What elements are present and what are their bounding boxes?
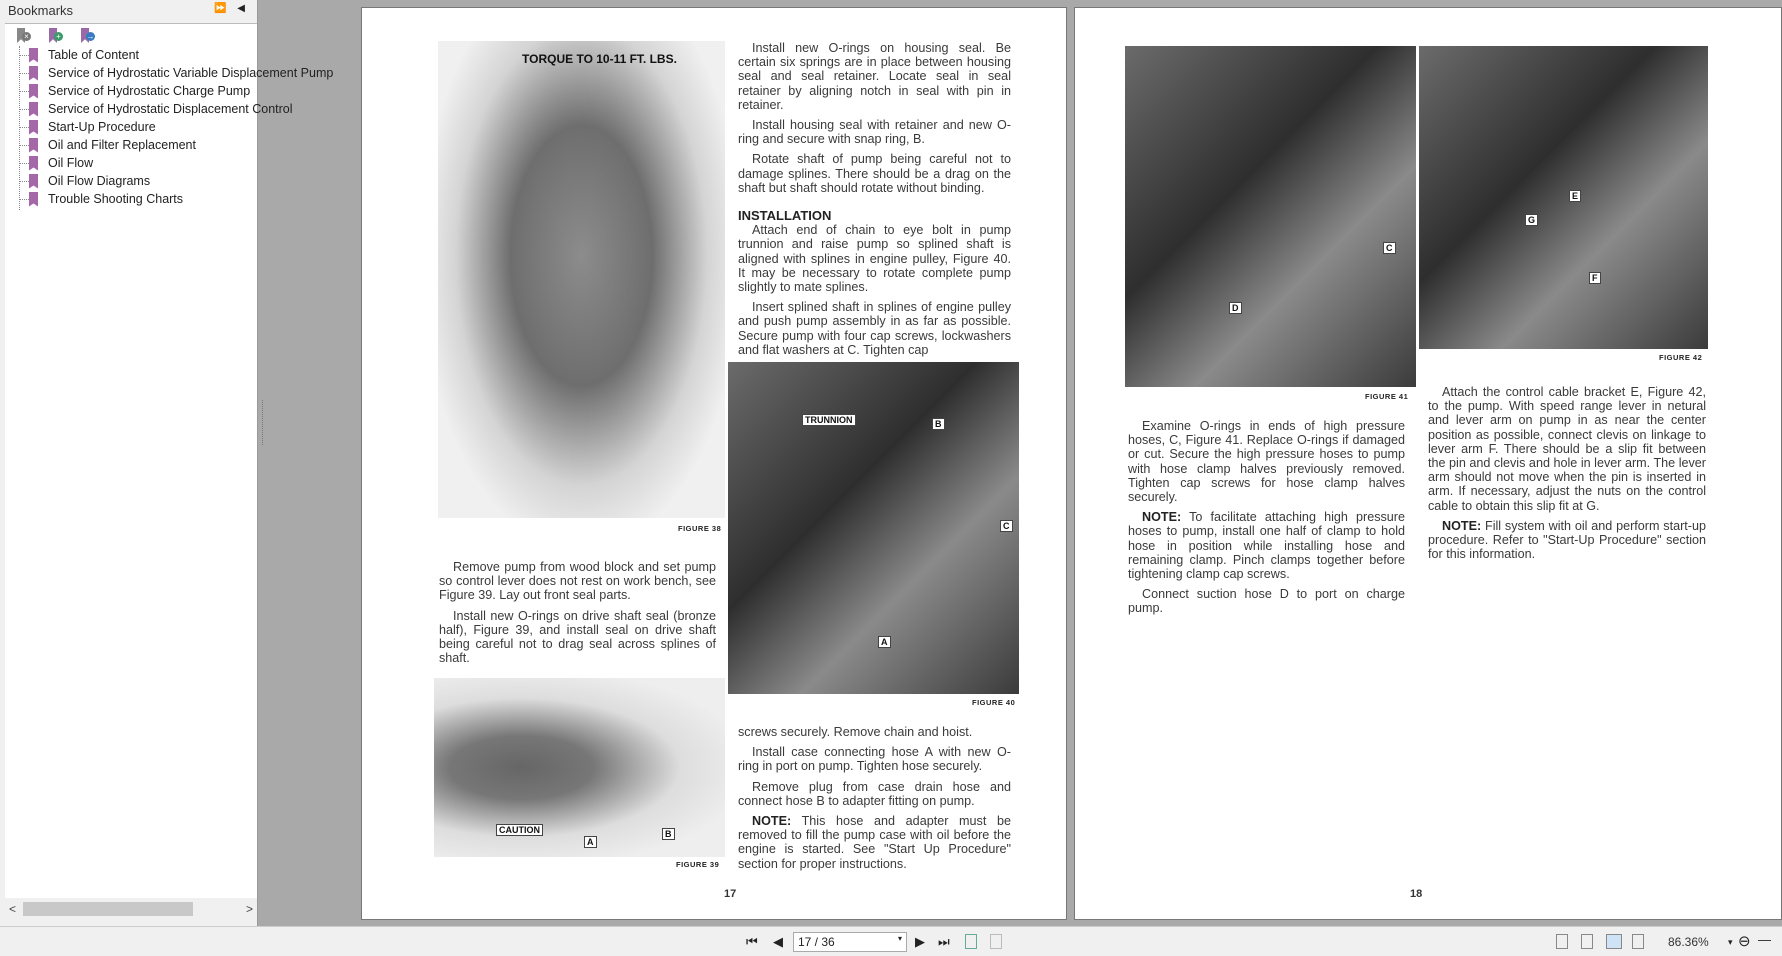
bookmark-label: Service of Hydrostatic Displacement Control <box>48 102 293 116</box>
bookmarks-header <box>0 0 257 22</box>
page-number: 18 <box>1410 888 1423 900</box>
right-text-column <box>1428 385 1706 567</box>
note-text: To facilitate attaching high pressure hoses to pump, install one half of clamp to hold hose in position while installing hose and remaining clamp. Pinch clamps together before tightening clamp cap screws. <box>1128 510 1405 582</box>
page-value: 17 / 36 <box>798 935 835 949</box>
navigation-toolbar <box>0 926 1782 956</box>
bookmark-icon <box>29 102 38 117</box>
caution-label: CAUTION <box>496 824 543 836</box>
label-c: C <box>1000 520 1013 532</box>
scrollbar-thumb[interactable] <box>23 902 193 916</box>
figure-38-image <box>438 41 725 518</box>
installation-heading: INSTALLATION <box>738 208 832 224</box>
torque-label: TORQUE TO 10-11 FT. LBS. <box>522 52 677 66</box>
bookmark-tools <box>5 24 257 46</box>
note-label: NOTE: <box>1442 518 1482 533</box>
delete-bookmark-icon[interactable] <box>17 28 31 44</box>
page-18 <box>1074 7 1782 920</box>
bookmark-item[interactable] <box>5 118 257 136</box>
next-view-icon[interactable] <box>990 934 1002 949</box>
bookmark-item[interactable] <box>5 64 334 82</box>
bookmarks-tree <box>5 23 334 898</box>
bookmark-label: Oil and Filter Replacement <box>48 138 196 152</box>
label-e: E <box>1569 190 1581 202</box>
bookmark-item[interactable] <box>5 100 293 118</box>
bookmark-icon <box>29 120 38 135</box>
right-text-column <box>738 41 1011 363</box>
previous-view-icon[interactable] <box>965 934 977 949</box>
bookmark-icon <box>29 48 38 63</box>
bookmark-label: Start-Up Procedure <box>48 120 156 134</box>
panel-splitter[interactable] <box>262 400 265 445</box>
bookmark-item[interactable] <box>5 46 257 64</box>
zoom-level[interactable]: 86.36% <box>1668 935 1709 949</box>
bookmark-item[interactable] <box>5 190 257 208</box>
bottom-text-column <box>738 725 1011 877</box>
page-17 <box>361 7 1067 920</box>
label-f: F <box>1589 272 1601 284</box>
label-c: C <box>1383 242 1396 254</box>
paragraph: Attach the control cable bracket E, Figure 42, to the pump. With speed range lever in netural and lever arm on pump in as near the center position as possible, connect clevis on linkage to lever arm F. There should be a slip fit between the pin and clevis and hole in lever arm. The lever arm should not move when the pin is inserted in arm. If necessary, adjust the nuts on the control cable to obtain this slip fit at G. <box>1428 385 1706 513</box>
bookmark-icon <box>29 156 38 171</box>
bookmark-icon <box>29 84 38 99</box>
label-g: G <box>1525 214 1538 226</box>
bookmark-label: Oil Flow Diagrams <box>48 174 151 188</box>
bookmark-label: Oil Flow <box>48 156 94 170</box>
first-page-button[interactable]: ⏮ <box>746 934 758 949</box>
label-b: B <box>932 418 945 430</box>
figure-42-image <box>1419 46 1708 349</box>
bookmark-item[interactable] <box>5 82 257 100</box>
bookmark-label: Table of Content <box>48 48 140 62</box>
scroll-right-arrow[interactable]: > <box>245 902 253 916</box>
note-paragraph <box>738 814 1011 871</box>
paragraph: Connect suction hose D to port on charge pump. <box>1128 587 1405 616</box>
figure-41-caption: FIGURE 41 <box>1365 392 1409 401</box>
left-text-column <box>1128 419 1405 622</box>
previous-page-button[interactable]: ◀ <box>773 934 783 949</box>
add-bookmark-icon[interactable] <box>49 28 63 44</box>
figure-39-caption: FIGURE 39 <box>676 860 720 869</box>
continuous-facing-view-icon[interactable] <box>1632 934 1644 949</box>
bookmark-icon <box>29 174 38 189</box>
zoom-dropdown-icon[interactable]: ▾ <box>1728 937 1733 947</box>
scroll-left-arrow[interactable]: < <box>9 902 17 916</box>
goto-glyph: → <box>86 32 95 41</box>
bookmark-label: Trouble Shooting Charts <box>48 192 184 206</box>
last-page-button[interactable]: ⏭ <box>938 934 950 949</box>
label-a: A <box>878 636 891 648</box>
note-paragraph <box>1428 519 1706 562</box>
bookmark-icon <box>29 66 38 81</box>
trunnion-label: TRUNNION <box>802 414 856 426</box>
paragraph: Examine O-rings in ends of high pressure hoses, C, Figure 41. Replace O-rings if damaged or cut. Secure the high pressure hoses to pump with hose clamp halves previously removed. Tighten cap screws for hose clamp halves securely. <box>1128 419 1405 505</box>
paragraph: screws securely. Remove chain and hoist. <box>738 725 973 739</box>
bookmark-label: Service of Hydrostatic Charge Pump <box>48 84 251 98</box>
figure-42-caption: FIGURE 42 <box>1659 353 1703 362</box>
note-label: NOTE: <box>1142 510 1182 525</box>
continuous-view-icon[interactable] <box>1581 934 1593 949</box>
label-b: B <box>662 828 675 840</box>
page-dropdown-icon[interactable]: ▾ <box>897 934 902 943</box>
bookmark-label: Service of Hydrostatic Variable Displacement Pump <box>48 66 334 80</box>
left-text-column <box>439 560 716 671</box>
figure-38-caption: FIGURE 38 <box>678 524 722 533</box>
note-text: Fill system with oil and perform start-up procedure. Refer to "Start-Up Procedure" section for this information. <box>1428 518 1706 562</box>
paragraph: Remove pump from wood block and set pump so control lever does not rest on work bench, see Figure 39. Lay out front seal parts. <box>439 560 716 603</box>
bookmarks-panel <box>0 0 334 926</box>
zoom-slider[interactable]: — <box>1758 932 1771 947</box>
add-glyph: + <box>54 32 63 41</box>
panel-controls[interactable]: ⏩ ◀ <box>214 3 249 14</box>
label-a: A <box>584 836 597 848</box>
horizontal-scrollbar[interactable] <box>5 900 257 918</box>
delete-glyph: × <box>22 32 31 41</box>
goto-bookmark-icon[interactable] <box>81 28 95 44</box>
facing-view-icon[interactable] <box>1606 934 1622 949</box>
note-paragraph <box>1128 510 1405 581</box>
bookmarks-title: Bookmarks <box>8 3 74 18</box>
paragraph: Install new O-rings on drive shaft seal (bronze half), Figure 39, and install seal on drive shaft being careful not to drag seal across splines of shaft. <box>439 608 716 666</box>
paragraph: Rotate shaft of pump being careful not to damage splines. There should be a drag on the shaft but shaft should rotate without binding. <box>738 152 1011 195</box>
bookmark-icon <box>29 138 38 153</box>
bookmark-item[interactable] <box>5 136 257 154</box>
paragraph: Install housing seal with retainer and new O-ring and secure with snap ring, B. <box>738 118 1011 147</box>
page-number-input[interactable] <box>793 932 907 952</box>
figure-41-image <box>1125 46 1416 387</box>
note-text: This hose and adapter must be removed to fill the pump case with oil before the engine is started. See "Start Up Procedure" section for proper instructions. <box>738 814 1011 871</box>
paragraph: Install case connecting hose A with new O-ring in port on pump. Tighten hose securely. <box>738 745 1011 774</box>
paragraph: Attach end of chain to eye bolt in pump trunnion and raise pump so splined shaft is aligned with splines in engine pulley, Figure 40. It may be necessary to rotate complete pump slightly to mate splines. <box>738 223 1011 295</box>
paragraph: Remove plug from case drain hose and connect hose B to adapter fitting on pump. <box>738 779 1011 808</box>
bookmark-item[interactable] <box>5 172 257 190</box>
paragraph: Insert splined shaft in splines of engine pulley and push pump assembly in as far as possible. Secure pump with four cap screws, lockwashers and flat washers at C. Tighten cap <box>738 300 1011 357</box>
figure-39-image <box>434 678 725 857</box>
single-page-view-icon[interactable] <box>1556 934 1568 949</box>
zoom-out-button[interactable]: ⊖ <box>1738 933 1751 950</box>
label-d: D <box>1229 302 1242 314</box>
figure-40-caption: FIGURE 40 <box>972 698 1016 707</box>
page-number: 17 <box>724 888 737 900</box>
bookmark-icon <box>29 192 38 207</box>
figure-40-image <box>728 362 1019 694</box>
bookmark-item[interactable] <box>5 154 257 172</box>
note-label: NOTE: <box>752 814 792 829</box>
paragraph: Install new O-rings on housing seal. Be certain six springs are in place between housing seal and seal retainer. Locate seal in seal retainer by aligning notch in seal with pin in retainer. <box>738 41 1011 112</box>
next-page-button[interactable]: ▶ <box>915 934 925 949</box>
